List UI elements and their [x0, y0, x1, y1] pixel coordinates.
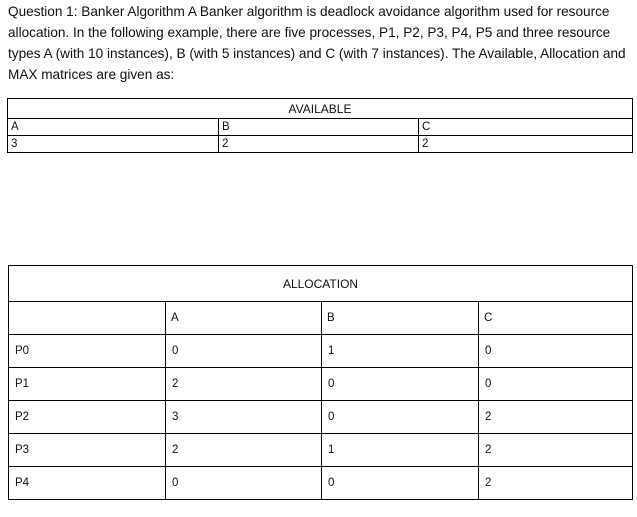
- available-header-c: C: [419, 119, 633, 136]
- allocation-cell: 0: [479, 335, 633, 368]
- process-name: P4: [9, 467, 166, 500]
- available-header-a: A: [8, 119, 219, 136]
- allocation-header-c: C: [479, 302, 633, 335]
- process-name: P1: [9, 368, 166, 401]
- question-text: Question 1: Banker Algorithm A Banker algorithm is deadlock avoidance algorithm used for resource allocation. In the following example, there are five processes, P1, P2, P3, P4, P5 and three resource types A (with 10 instances), B (with 5 instances) and C (with 7 instances). The Available, Allocation and MAX matrices are given as:: [8, 4, 626, 82]
- allocation-cell: 3: [166, 401, 322, 434]
- table-row: [9, 401, 633, 434]
- allocation-header-blank: [9, 302, 166, 335]
- available-value-b: 2: [219, 136, 419, 153]
- allocation-cell: 0: [322, 368, 479, 401]
- available-header-b: B: [219, 119, 419, 136]
- allocation-cell: 0: [166, 335, 322, 368]
- allocation-cell: 2: [479, 434, 633, 467]
- allocation-cell: 1: [322, 335, 479, 368]
- available-value-c: 2: [419, 136, 633, 153]
- allocation-cell: 0: [322, 401, 479, 434]
- available-table: [7, 98, 633, 153]
- allocation-cell: 2: [166, 368, 322, 401]
- table-row: [9, 368, 633, 401]
- allocation-table: [8, 265, 633, 500]
- allocation-header-b: B: [322, 302, 479, 335]
- process-name: P2: [9, 401, 166, 434]
- allocation-cell: 2: [479, 467, 633, 500]
- table-row: [9, 467, 633, 500]
- allocation-cell: 0: [479, 368, 633, 401]
- available-title: AVAILABLE: [8, 99, 633, 119]
- process-name: P0: [9, 335, 166, 368]
- table-row: [9, 434, 633, 467]
- allocation-cell: 1: [322, 434, 479, 467]
- allocation-cell: 0: [322, 467, 479, 500]
- table-row: [9, 335, 633, 368]
- process-name: P3: [9, 434, 166, 467]
- allocation-title: ALLOCATION: [9, 266, 633, 302]
- allocation-cell: 2: [166, 434, 322, 467]
- allocation-cell: 0: [166, 467, 322, 500]
- allocation-cell: 2: [479, 401, 633, 434]
- allocation-header-a: A: [166, 302, 322, 335]
- available-value-a: 3: [8, 136, 219, 153]
